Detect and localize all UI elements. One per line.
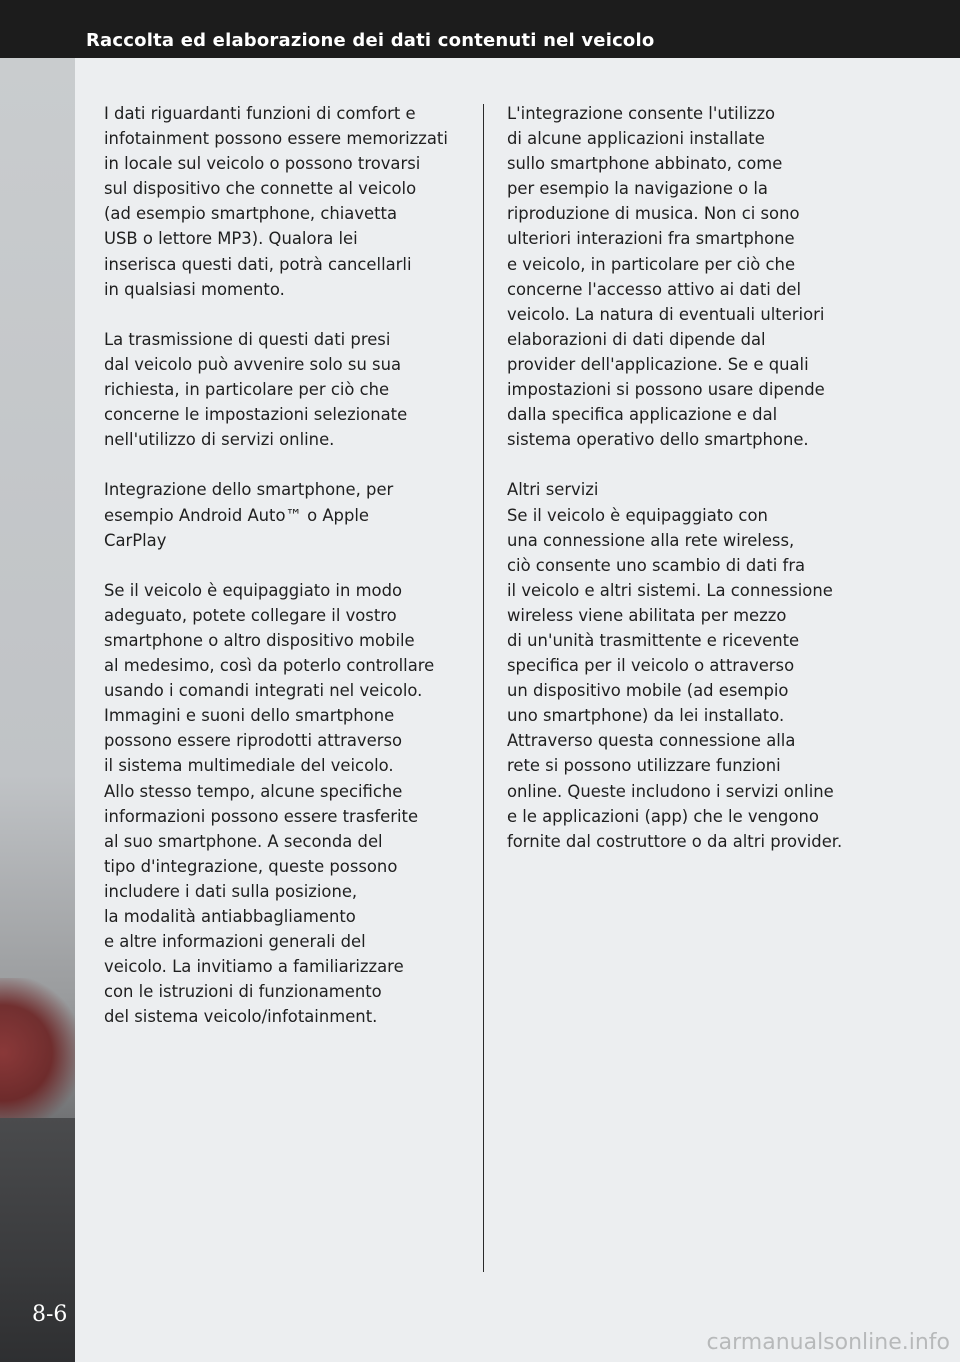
text-line: Integrazione dello smartphone, per <box>104 480 394 500</box>
column-divider <box>483 104 484 1272</box>
text-line: online. Queste includono i servizi online <box>507 781 834 801</box>
text-line: Se il veicolo è equipaggiato con <box>507 505 768 525</box>
text-line: concerne le impostazioni selezionate <box>104 405 408 425</box>
text-line: del sistema veicolo/infotainment. <box>104 1007 378 1027</box>
text-line: informazioni possono essere trasferite <box>104 806 419 826</box>
text-line: esempio Android Auto™ o Apple <box>104 505 370 525</box>
text-line: impostazioni si possono usare dipende <box>507 380 825 400</box>
text-line: Altri servizi <box>507 480 599 500</box>
page-header <box>0 0 960 58</box>
text-line: (ad esempio smartphone, chiavetta <box>104 204 398 224</box>
text-line: Allo stesso tempo, alcune specifiche <box>104 781 403 801</box>
text-line: specifica per il veicolo o attraverso <box>507 656 795 676</box>
paragraph <box>104 101 474 302</box>
paragraph <box>104 477 474 552</box>
car-image-fragment <box>0 978 75 1128</box>
text-line: L'integrazione consente l'utilizzo <box>507 104 776 123</box>
watermark: carmanualsonline.info <box>706 1330 950 1355</box>
text-line: Attraverso questa connessione alla <box>507 731 796 751</box>
side-photo-strip <box>0 58 75 1362</box>
text-line: di alcune applicazioni installate <box>507 129 765 149</box>
text-line: fornite dal costruttore o da altri provider. <box>507 831 843 851</box>
text-line: al medesimo, così da poterlo controllare <box>104 656 435 676</box>
text-line: al suo smartphone. A seconda del <box>104 831 383 851</box>
text-line: uno smartphone) da lei installato. <box>507 706 785 726</box>
text-line: smartphone o altro dispositivo mobile <box>104 630 415 650</box>
text-line: I dati riguardanti funzioni di comfort e <box>104 104 416 123</box>
text-line: sul dispositivo che connette al veicolo <box>104 179 417 199</box>
text-line: e veicolo, in particolare per ciò che <box>507 254 796 274</box>
paragraph <box>104 578 474 1030</box>
paragraph <box>507 101 877 452</box>
text-line: includere i dati sulla posizione, <box>104 881 358 901</box>
paragraph <box>507 477 877 853</box>
page-number: 8-6 <box>32 1302 68 1327</box>
left-column <box>104 101 474 1055</box>
text-line: Se il veicolo è equipaggiato in modo <box>104 580 403 600</box>
text-line: veicolo. La invitiamo a familiarizzare <box>104 957 404 977</box>
text-line: usando i comandi integrati nel veicolo. <box>104 681 423 701</box>
text-line: in qualsiasi momento. <box>104 279 285 299</box>
text-line: ulteriori interazioni fra smartphone <box>507 229 795 249</box>
right-column <box>507 101 877 879</box>
text-line: concerne l'accesso attivo ai dati del <box>507 279 802 299</box>
text-line: elaborazioni di dati dipende dal <box>507 329 766 349</box>
text-line: inserisca questi dati, potrà cancellarli <box>104 254 412 274</box>
text-line: CarPlay <box>104 530 167 550</box>
text-line: USB o lettore MP3). Qualora lei <box>104 229 358 249</box>
text-line: e altre informazioni generali del <box>104 932 366 952</box>
text-line: adeguato, potete collegare il vostro <box>104 605 397 625</box>
text-line: provider dell'applicazione. Se e quali <box>507 354 809 374</box>
text-line: dal veicolo può avvenire solo su sua <box>104 354 402 374</box>
text-line: rete si possono utilizzare funzioni <box>507 756 781 776</box>
text-line: un dispositivo mobile (ad esempio <box>507 681 789 701</box>
text-line: una connessione alla rete wireless, <box>507 530 795 550</box>
text-line: la modalità antiabbagliamento <box>104 907 356 926</box>
text-line: il veicolo e altri sistemi. La connessione <box>507 580 833 600</box>
text-line: e le applicazioni (app) che le vengono <box>507 806 819 826</box>
text-line: sistema operativo dello smartphone. <box>507 430 809 450</box>
text-line: infotainment possono essere memorizzati <box>104 129 448 149</box>
text-line: dalla specifica applicazione e dal <box>507 405 778 425</box>
text-line: La trasmissione di questi dati presi <box>104 329 391 349</box>
text-line: ciò consente uno scambio di dati fra <box>507 555 806 575</box>
text-line: in locale sul veicolo o possono trovarsi <box>104 154 421 174</box>
text-line: sullo smartphone abbinato, come <box>507 154 783 174</box>
text-line: riproduzione di musica. Non ci sono <box>507 204 800 224</box>
text-line: tipo d'integrazione, queste possono <box>104 856 398 876</box>
text-line: nell'utilizzo di servizi online. <box>104 430 335 450</box>
text-line: richiesta, in particolare per ciò che <box>104 380 390 400</box>
text-line: il sistema multimediale del veicolo. <box>104 756 394 776</box>
text-line: di un'unità trasmittente e ricevente <box>507 630 800 650</box>
text-line: possono essere riprodotti attraverso <box>104 731 403 751</box>
paragraph <box>104 327 474 452</box>
text-line: per esempio la navigazione o la <box>507 179 768 199</box>
text-line: Immagini e suoni dello smartphone <box>104 706 395 726</box>
section-title: Raccolta ed elaborazione dei dati contenuti nel veicolo <box>86 30 655 51</box>
text-line: con le istruzioni di funzionamento <box>104 982 382 1002</box>
text-line: wireless viene abilitata per mezzo <box>507 605 787 625</box>
text-line: veicolo. La natura di eventuali ulteriori <box>507 304 825 324</box>
